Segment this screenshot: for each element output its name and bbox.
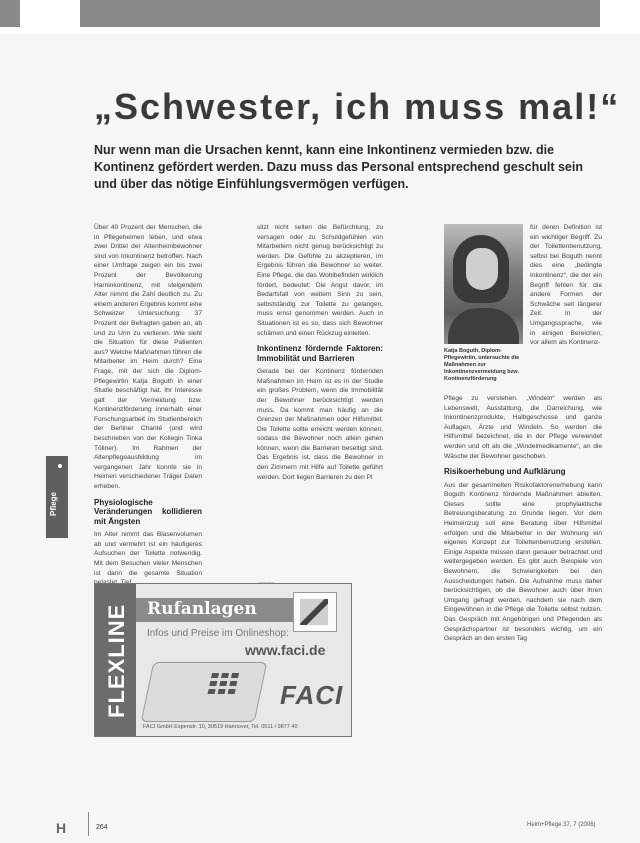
column-3-paragraph-3: Aus der gesammelten Risikofaktorenerhebung kann Boguth Kontinenz fördernde Maßnahmen ableiten. Dieses sollte eine prophylaktische Betreuungsberatung zu Grunde liegen. Vor dem Heimeinzug soll eine Beratung über Hilfsmittel erfolgen und die Mitarbeiter in der Wohnung ein eigenes Konzept zur Toilettenbenutzung erstellen. Einige Aspekte müssen dann genauer betrachtet und weitergegeben werden. Es gibt auch Beispiele von Bewohnern, die Schwierigkeiten bei den Ausscheidungen haben. Die Aufnahme muss daher berücksichtigen, ob die Bewohner auch über ihren Umgang gefragt werden, nachdem sie nach dem Eingewöhnen in die Pflege die Toilette selbst nutzen. Das Gespräch mit Angehörigen und Pflegenden als Gesprächspartner ist besonders wichtig, um ein Gespräch an den ersten Tag bbox=[444, 481, 602, 643]
photo-caption: Katja Boguth, Diplom-Pflegewirtin, untersuchte die Maßnahmen zur Inkontinenzvermeidung bzw. Kontinenzförderung bbox=[444, 348, 520, 382]
journal-reference: Heim+Pflege 37, 7 (2006) bbox=[527, 822, 596, 828]
section-tab-label: Pflege bbox=[49, 491, 58, 516]
section-tab-dot bbox=[58, 464, 62, 468]
ad-subline: Infos und Preise im Onlineshop: bbox=[147, 628, 289, 639]
ad-title: Rufanlagen bbox=[147, 599, 257, 619]
ad-address: FACI GmbH Espenstr. 10, 30519 Hannover, Tel. 0511 / 9877 40 bbox=[143, 724, 298, 730]
device-key bbox=[211, 673, 219, 678]
device-key bbox=[209, 681, 217, 686]
device-key bbox=[229, 681, 237, 686]
photo-shoulders bbox=[448, 308, 519, 344]
column-1 bbox=[94, 223, 202, 594]
top-margin bbox=[0, 0, 640, 34]
column-3-top bbox=[530, 223, 602, 354]
ad-brand-strip bbox=[95, 584, 136, 736]
footer-logo: H bbox=[56, 820, 67, 836]
device-key bbox=[218, 689, 226, 694]
column-3-paragraph-1: für deren Definition ist ein wichtiger Begriff. Zu der Toilettenbenutzung, selbst bei Boguth nennt dies eine „bedingte Inkontinenz“, die der ein Begriff fehlen für die andere Formen der Schwäche seit längerer Zeit. In der Umgangssprache, wie in einigen Bereichen, vor allem als Kontinenz- bbox=[530, 224, 602, 347]
lead-paragraph: Nur wenn man die Ursachen kennt, kann eine Inkontinenz vermieden bzw. die Kontinenz gefördert werden. Dazu muss das Personal entsprechend geschult sein und über das nötige Einfühlungsvermögen verfügen. bbox=[94, 143, 583, 191]
column-1-paragraph-1: Über 40 Prozent der Menschen, die in Pflegeheimen leben, und etwa zwei Drittel der Altenheimbewohner sind von Inkontinenz betroffen. Nach einer Umfrage zeigen ein bis zwei Prozent der Bevölkerung Harninkontinenz, mit steigendem Alter nimmt die Zahl deutlich zu. Zu einem anderen Ergebnis kommt eine Schweizer Untersuchung: 37 Prozent der Befragten gaben an, ab und zu Urin zu verlieren. Wie sieht die Situation für diese Patienten aus? Welche Maßnahmen führen die Mitarbeiter im Heim durch? Eine Frage, mit der sich die Diplom-Pflegewirtin Katja Boguth in einer Studie beschäftigt hat. Ihr Interesse galt der Vermeidung bzw. Kontinenzförderung innerhalb einer Forschungsarbeit im Studienbereich der Berliner Charité (und wird beschrieben von der Kollegin Tinka Töllner). Im Rahmen der Altenpflegeausbildung im vergangenen Jahr konnte sie in Heimen verschiedener Träger Daten erheben. bbox=[94, 224, 203, 491]
subheading-physiologische: Physiologische Veränderungen kollidieren mit Ängsten bbox=[94, 497, 202, 526]
subheading-faktoren: Inkontinenz fördernde Faktoren: Immobilität und Barrieren bbox=[257, 344, 383, 363]
call-system-device-image bbox=[141, 662, 268, 722]
device-key bbox=[228, 689, 236, 694]
author-photo bbox=[444, 224, 523, 344]
column-3-paragraph-2: Pflege zu verstehen. „Windeln“ werden als Lebenswelt, Ausstattung, die Darreichung, wie Inkontinenzprodukte, Halbgeschosse und ganze Auflagen, Ärzte und Windeln. So werden die Hilfsmittel bezeichnet, die in der Pflege verwendet werden und oft als die „Windelmedikamente“, an die Wäsche der Bewohner geschoben. bbox=[444, 395, 602, 460]
ad-brand-label: FLEXLINE bbox=[104, 603, 129, 718]
footer-divider bbox=[88, 812, 89, 836]
page-number: 264 bbox=[96, 824, 108, 831]
section-tab bbox=[46, 456, 68, 538]
device-key bbox=[219, 681, 227, 686]
ad-company-logo: FACI bbox=[280, 680, 344, 710]
column-2 bbox=[257, 223, 383, 488]
top-bar-block-left bbox=[0, 0, 20, 27]
device-key bbox=[231, 673, 239, 678]
photo-face bbox=[466, 248, 498, 290]
column-1-paragraph-2: Im Alter nimmt das Blasenvolumen ab und vermehrt ist ein häufigeres Aufsuchen der Toilette notwendig. Mit dem Besuchen vieler Menschen ist dann die gesamte Situation bbox=[94, 531, 202, 577]
device-key bbox=[221, 673, 229, 678]
advertisement[interactable] bbox=[94, 583, 352, 737]
subheading-risikoerhebung: Risikoerhebung und Aufklärung bbox=[444, 467, 566, 477]
column-2-paragraph-1: sitzt nicht selten die Befürchtung, zu versagen oder zu Schuldgefühlen von Mitarbeitern nicht genug berücksichtigt zu werden. Die Gefühle zu akzeptieren, im Ergebnis führen die Bewohner so weiter. Eine Pflege, die das Wohlbefinden wirklich fördert, bedeutet: Die Angst davor, im Bedarfsfall von weitem Sinn zu sein, selbstständig zur Toilette zu gelangen, muss ernst genommen werden. Auch in Situationen ist es so, dass sich Bewohner schämen und einen Rückzug einleiten. bbox=[257, 224, 383, 337]
column-3-bottom bbox=[444, 394, 602, 650]
top-bar-block bbox=[80, 0, 600, 27]
ad-pictogram bbox=[293, 592, 337, 632]
ad-url-link[interactable]: www.faci.de bbox=[245, 642, 326, 658]
call-pictogram-icon bbox=[300, 599, 328, 625]
column-2-paragraph-2: Gerade bei der Kontinenz fördernden Maßnahmen im Heim ist es in der Studie ein großes Problem, wenn die Immobilität der Bewohner berücksichtigt werden muss. Da kommt man häufig an die Grenzen der Maßnahmen oder Hilfsmittel. Die Toilette sollte erreicht werden können, sodass die Bewohner noch allein gehen können, wenn die Barrieren beseitigt sind. Das Ergebnis ist, dass die Bewohner in den Zimmern mit Hilfe auf Toilette geführt werden. Dort liegen Barrieren zu den Pl bbox=[257, 368, 383, 481]
headline: „Schwester, ich muss mal!“ bbox=[94, 86, 621, 127]
device-key bbox=[208, 689, 216, 694]
